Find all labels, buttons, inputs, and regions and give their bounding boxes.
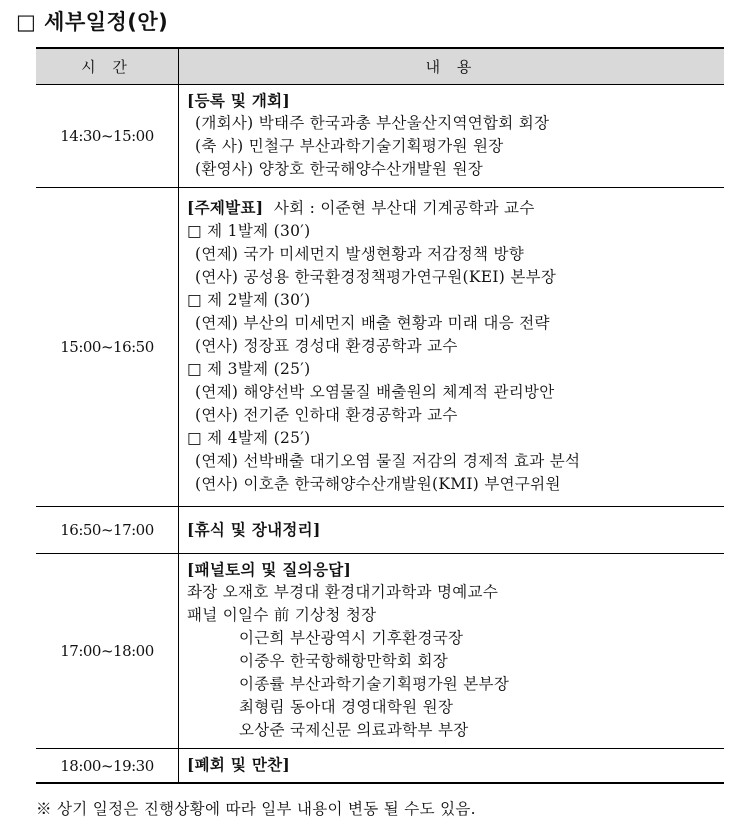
chair-line: 좌장 오재호 부경대 환경대기과학과 명예교수 [187,583,499,601]
section-heading: [폐회 및 만찬] [187,755,291,774]
panel-member: 오상준 국제신문 의료과학부 부장 [239,721,469,739]
content-line: (연사) 이호춘 한국해양수산개발원(KMI) 부연구위원 [195,475,561,493]
time-cell: 15:00~16:50 [36,188,179,507]
panel-member: 이종률 부산과학기술기획평가원 본부장 [239,675,510,693]
table-row [36,749,724,784]
panel-line: 패널 이일수 前 기상청 청장 [187,606,377,624]
presentation-label: □ 제 3발제 (25′) [187,360,311,378]
presentation-label: □ 제 2발제 (30′) [187,291,311,309]
table-row [36,85,724,188]
page-title: □ 세부일정(안) [16,10,169,34]
column-header-content: 내 용 [179,48,725,85]
schedule-table [36,47,724,784]
content-line: (축 사) 민철구 부산과학기술기획평가원 원장 [195,137,504,155]
table-row [36,188,724,507]
time-cell: 17:00~18:00 [36,554,179,749]
content-line: (연사) 공성용 한국환경정책평가연구원(KEI) 본부장 [195,268,557,286]
footnote: ※ 상기 일정은 진행상황에 따라 일부 내용이 변동 될 수도 있음. [36,800,476,818]
presentation-label: □ 제 4발제 (25′) [187,429,311,447]
panel-member: 최형림 동아대 경영대학원 원장 [239,698,454,716]
content-cell [179,749,725,784]
section-heading: [휴식 및 장내정리] [187,519,321,539]
table-header-row [36,48,724,85]
content-line: (환영사) 양창호 한국해양수산개발원 원장 [195,160,484,178]
content-line: (연제) 부산의 미세먼지 배출 현황과 미래 대응 전략 [195,314,550,332]
panel-member: 이근희 부산광역시 기후환경국장 [239,629,464,647]
content-cell [179,188,725,507]
content-line: (연사) 전기준 인하대 환경공학과 교수 [195,406,458,424]
content-cell [179,507,725,554]
content-line: (개회사) 박태주 한국과총 부산울산지역연합회 회장 [195,114,550,132]
section-heading: [등록 및 개회] [187,91,291,110]
time-cell: 14:30~15:00 [36,85,179,188]
content-line: (연제) 해양선박 오염물질 배출원의 체계적 관리방안 [195,383,555,401]
content-line: (연제) 선박배출 대기오염 물질 저감의 경제적 효과 분석 [195,452,581,470]
table-row [36,554,724,749]
time-cell: 18:00~19:30 [36,749,179,784]
table-row [36,507,724,554]
section-heading: [주제발표] [187,198,264,217]
panel-member: 이중우 한국항해항만학회 회장 [239,652,449,670]
presentation-label: □ 제 1발제 (30′) [187,222,311,240]
moderator-text: 사회 : 이준현 부산대 기계공학과 교수 [273,199,535,217]
content-line: (연제) 국가 미세먼지 발생현황과 저감정책 방향 [195,245,525,263]
time-cell: 16:50~17:00 [36,507,179,554]
content-cell [179,554,725,749]
content-cell [179,85,725,188]
section-heading: [패널토의 및 질의응답] [187,560,352,579]
section-heading-line [187,196,716,220]
column-header-time: 시 간 [36,48,179,85]
content-line: (연사) 정장표 경성대 환경공학과 교수 [195,337,458,355]
